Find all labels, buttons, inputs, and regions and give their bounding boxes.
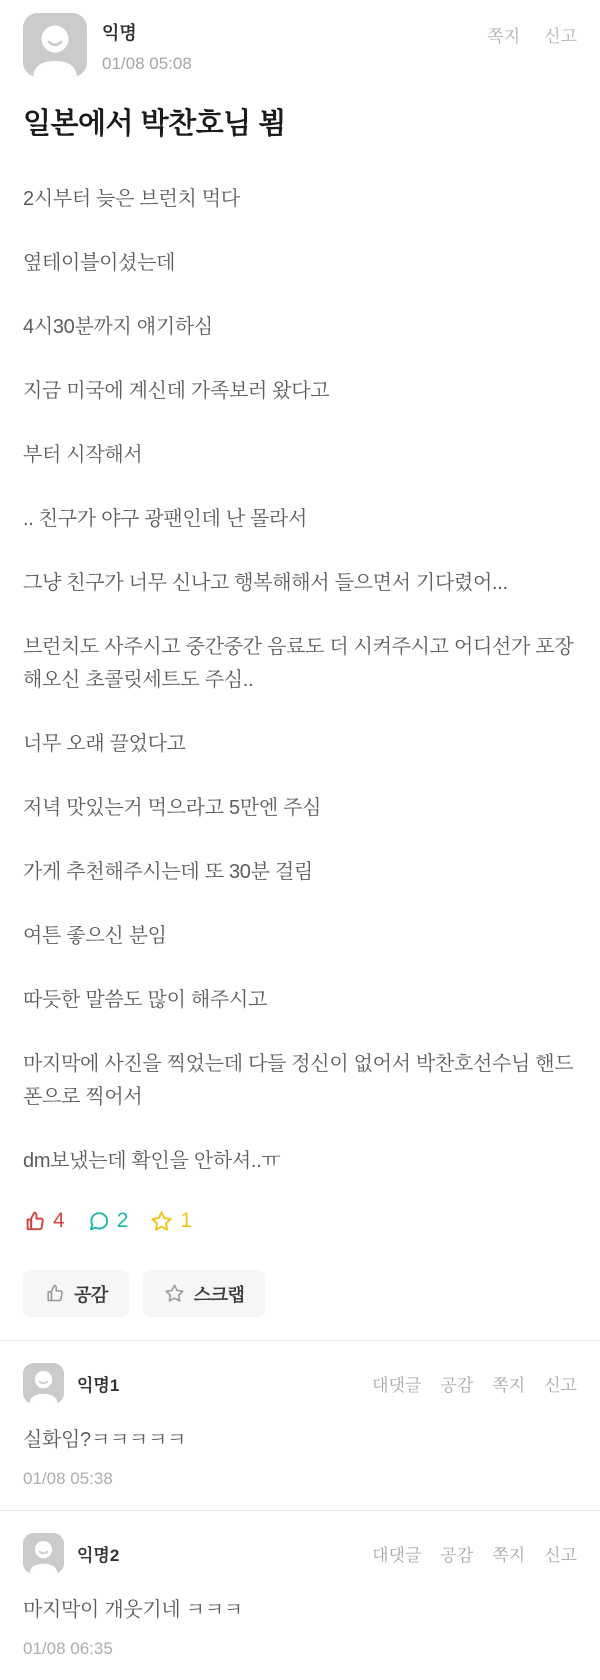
comment-text: 마지막이 개웃기네 ㅋㅋㅋ xyxy=(23,1599,243,1621)
report-link[interactable]: 신고 xyxy=(544,1376,577,1395)
post-date: 01/08 05:08 xyxy=(102,54,192,73)
comment-item xyxy=(23,1341,577,1511)
comment-header xyxy=(23,1363,577,1404)
anonymous-avatar-icon xyxy=(23,13,87,77)
post-action-buttons xyxy=(23,1270,577,1317)
comment-date: 01/08 05:38 xyxy=(23,1469,113,1488)
comment-actions xyxy=(372,1541,577,1566)
post-paragraph: 여튼 좋으신 분임 xyxy=(23,925,167,947)
anonymous-avatar-icon xyxy=(23,1533,64,1574)
scrap-button-label: 스크랩 xyxy=(193,1284,245,1305)
post-paragraph: 2시부터 늦은 브런치 먹다 xyxy=(23,188,240,210)
comment-count xyxy=(87,1209,129,1233)
post-paragraph: 그냥 친구가 너무 신나고 행복해해서 들으면서 기다렸어... xyxy=(23,572,508,594)
post-paragraph: 4시30분까지 얘기하심 xyxy=(23,316,213,338)
like-button[interactable] xyxy=(23,1270,129,1317)
like-link[interactable]: 공감 xyxy=(440,1376,474,1395)
post-paragraph: 옆테이블이셨는데 xyxy=(23,252,176,274)
anonymous-avatar-icon xyxy=(23,1363,64,1404)
reaction-counts xyxy=(23,1209,577,1233)
message-link[interactable]: 쪽지 xyxy=(487,27,521,46)
thumbs-up-icon xyxy=(44,1283,65,1304)
post-author: 익명 xyxy=(102,23,137,43)
comment-author: 익명1 xyxy=(77,1376,120,1395)
star-icon xyxy=(164,1283,185,1304)
post-meta xyxy=(102,13,487,74)
scrap-count xyxy=(150,1209,192,1233)
scrap-count-value: 1 xyxy=(180,1209,193,1232)
scrap-button[interactable] xyxy=(143,1270,266,1317)
post-paragraph: .. 친구가 야구 광팬인데 난 몰라서 xyxy=(23,508,308,530)
message-link[interactable]: 쪽지 xyxy=(492,1546,526,1565)
comment-text: 실화임?ㅋㅋㅋㅋㅋ xyxy=(23,1429,186,1451)
reply-link[interactable]: 대댓글 xyxy=(372,1376,422,1395)
comment-item xyxy=(23,1511,577,1659)
speech-bubble-icon xyxy=(87,1210,110,1233)
like-link[interactable]: 공감 xyxy=(440,1546,474,1565)
post-paragraph: 너무 오래 끌었다고 xyxy=(23,733,186,755)
post-paragraph: 부터 시작해서 xyxy=(23,444,143,466)
like-count-value: 4 xyxy=(53,1209,65,1232)
like-count xyxy=(23,1209,65,1233)
post-title: 일본에서 박찬호님 뵘 xyxy=(23,108,286,140)
comment-date: 01/08 06:35 xyxy=(23,1639,113,1658)
like-button-label: 공감 xyxy=(74,1284,108,1305)
post-paragraph: 저녁 맛있는거 먹으라고 5만엔 주심 xyxy=(23,797,322,819)
post-paragraph: 브런치도 사주시고 중간중간 음료도 더 시켜주시고 어디선가 포장해오신 초콜릿세트도 주심.. xyxy=(23,636,574,691)
post-paragraph: dm보냈는데 확인을 안하셔..ㅠ xyxy=(23,1150,281,1172)
post-paragraph: 지금 미국에 계신데 가족보러 왔다고 xyxy=(23,380,330,402)
reply-link[interactable]: 대댓글 xyxy=(372,1546,422,1565)
post-body xyxy=(23,183,577,1178)
post-paragraph: 마지막에 사진을 찍었는데 다들 정신이 없어서 박찬호선수님 핸드폰으로 찍어서 xyxy=(23,1053,574,1108)
comment-author: 익명2 xyxy=(77,1546,120,1565)
comment-header xyxy=(23,1533,577,1574)
comment-actions xyxy=(372,1371,577,1396)
post-paragraph: 가게 추천해주시는데 또 30분 걸림 xyxy=(23,861,313,883)
post-paragraph: 따듯한 말씀도 많이 해주시고 xyxy=(23,989,268,1011)
comment-count-value: 2 xyxy=(116,1209,129,1232)
post-header xyxy=(23,13,577,77)
report-link[interactable]: 신고 xyxy=(544,27,577,46)
message-link[interactable]: 쪽지 xyxy=(492,1376,526,1395)
report-link[interactable]: 신고 xyxy=(544,1546,577,1565)
star-icon xyxy=(150,1210,173,1233)
post-header-actions xyxy=(487,13,577,47)
thumbs-up-icon xyxy=(23,1210,46,1233)
